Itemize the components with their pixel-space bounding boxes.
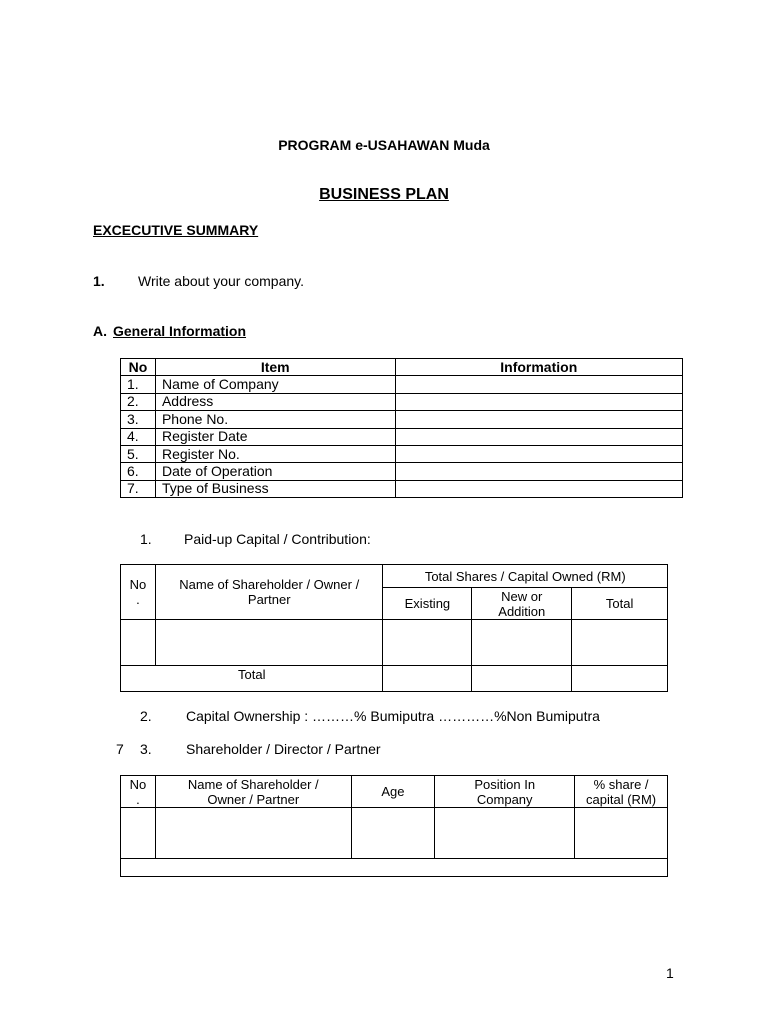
row-no: 7. bbox=[121, 480, 156, 497]
cell-total-new[interactable] bbox=[472, 666, 572, 692]
total-row-label: Total bbox=[121, 666, 383, 692]
section-a-heading bbox=[93, 323, 246, 339]
row-item: Name of Company bbox=[155, 376, 395, 393]
subsection-1-text: Paid-up Capital / Contribution: bbox=[184, 531, 371, 547]
row-information-cell[interactable] bbox=[395, 445, 682, 462]
row-no: 2. bbox=[121, 393, 156, 410]
header-existing: Existing bbox=[383, 588, 472, 620]
table-header-row bbox=[121, 359, 683, 376]
cell-age[interactable] bbox=[351, 808, 435, 859]
total-row bbox=[121, 666, 668, 692]
cell-total[interactable] bbox=[572, 620, 668, 666]
row-no: 3. bbox=[121, 411, 156, 428]
cell-total-existing[interactable] bbox=[383, 666, 472, 692]
row-item: Phone No. bbox=[155, 411, 395, 428]
row-information-cell[interactable] bbox=[395, 428, 682, 445]
table-row bbox=[121, 480, 683, 497]
subsection-3-number: 3. bbox=[140, 741, 152, 757]
row-item: Type of Business bbox=[155, 480, 395, 497]
table-row bbox=[121, 445, 683, 462]
row-information-cell[interactable] bbox=[395, 393, 682, 410]
cell-position[interactable] bbox=[435, 808, 575, 859]
row-no: 5. bbox=[121, 445, 156, 462]
subsection-1-number: 1. bbox=[140, 531, 152, 547]
cell-new[interactable] bbox=[472, 620, 572, 666]
table-row bbox=[121, 808, 668, 859]
header-age: Age bbox=[351, 776, 435, 808]
subsection-3-text: Shareholder / Director / Partner bbox=[186, 741, 381, 757]
header-name: Name of Shareholder / Owner / Partner bbox=[155, 776, 351, 808]
header-item: Item bbox=[155, 359, 395, 376]
table-row bbox=[121, 620, 668, 666]
row-information-cell[interactable] bbox=[395, 463, 682, 480]
cell-name[interactable] bbox=[155, 620, 383, 666]
table-row bbox=[121, 376, 683, 393]
document-title: BUSINESS PLAN bbox=[319, 186, 449, 203]
table-header-row bbox=[121, 565, 668, 588]
question-text: Write about your company. bbox=[138, 273, 305, 289]
cell-existing[interactable] bbox=[383, 620, 472, 666]
header-no: No . bbox=[121, 776, 156, 808]
row-information-cell[interactable] bbox=[395, 376, 682, 393]
capital-table bbox=[120, 564, 668, 692]
cell-name[interactable] bbox=[155, 808, 351, 859]
cell-share[interactable] bbox=[575, 808, 668, 859]
table-header-row bbox=[121, 776, 668, 808]
header-position: Position In Company bbox=[435, 776, 575, 808]
row-item: Address bbox=[155, 393, 395, 410]
subsection-2-text: Capital Ownership : ………% Bumiputra …………%Non Bumiputra bbox=[186, 708, 600, 724]
cell-blank-row[interactable] bbox=[121, 859, 668, 877]
subsection-3-prefix: 7 bbox=[116, 741, 124, 757]
header-no: No bbox=[121, 359, 156, 376]
row-no: 1. bbox=[121, 376, 156, 393]
cell-no[interactable] bbox=[121, 808, 156, 859]
row-information-cell[interactable] bbox=[395, 411, 682, 428]
table-row bbox=[121, 411, 683, 428]
header-total: Total bbox=[572, 588, 668, 620]
section-heading: EXCECUTIVE SUMMARY bbox=[93, 222, 259, 238]
header-new-or-addition: New or Addition bbox=[472, 588, 572, 620]
section-a-letter: A. bbox=[93, 323, 107, 339]
row-item: Date of Operation bbox=[155, 463, 395, 480]
cell-total-total[interactable] bbox=[572, 666, 668, 692]
table-row bbox=[121, 859, 668, 877]
row-item: Register No. bbox=[155, 445, 395, 462]
header-name: Name of Shareholder / Owner / Partner bbox=[155, 565, 383, 620]
general-info-table bbox=[120, 358, 683, 498]
question-number: 1. bbox=[93, 273, 105, 289]
page-number: 1 bbox=[666, 965, 674, 981]
program-title: PROGRAM e-USAHAWAN Muda bbox=[278, 137, 490, 153]
row-information-cell[interactable] bbox=[395, 480, 682, 497]
table-row bbox=[121, 393, 683, 410]
header-total-shares: Total Shares / Capital Owned (RM) bbox=[383, 565, 668, 588]
table-row bbox=[121, 463, 683, 480]
section-a-label: General Information bbox=[113, 323, 247, 339]
row-no: 4. bbox=[121, 428, 156, 445]
shareholder-table bbox=[120, 775, 668, 877]
row-no: 6. bbox=[121, 463, 156, 480]
table-row bbox=[121, 428, 683, 445]
header-information: Information bbox=[395, 359, 682, 376]
subsection-2-number: 2. bbox=[140, 708, 152, 724]
header-no: No . bbox=[121, 565, 156, 620]
header-share: % share / capital (RM) bbox=[575, 776, 668, 808]
cell-no[interactable] bbox=[121, 620, 156, 666]
row-item: Register Date bbox=[155, 428, 395, 445]
